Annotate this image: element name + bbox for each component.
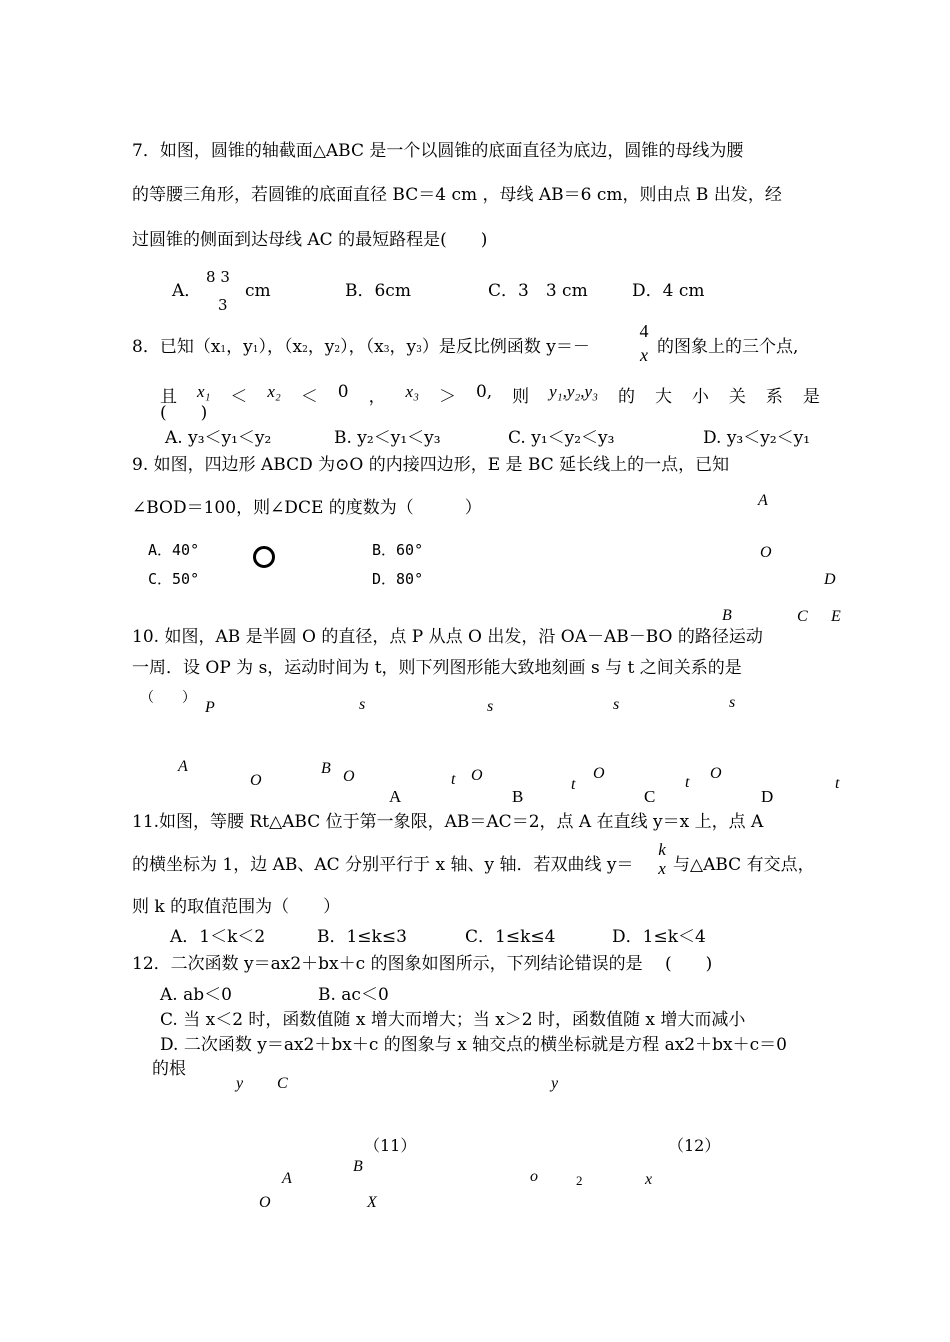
q11-line1: 11.如图，等腰 Rt△ABC 位于第一象限，AB＝AC＝2，点 A 在直线 y＝x 上，点 A: [132, 812, 764, 832]
q10-fig-label-p: P: [205, 699, 215, 716]
q8-option-b: B. y₂＜y₁＜y₃: [334, 428, 441, 448]
q10-line1: 10. 如图，AB 是半圆 O 的直径，点 P 从点 O 出发，沿 OA－AB－BO 的路径运动: [132, 627, 763, 647]
q12-option-b: B. ac＜0: [318, 985, 389, 1005]
q7-option-a-label: A．: [172, 281, 202, 301]
q10-graph-a-s: s: [359, 696, 366, 713]
q7-option-a-num: 8: [206, 268, 216, 286]
q8-w2: ＜: [230, 387, 248, 407]
q8-w15: 关: [728, 387, 746, 407]
q7-option-a-rad: 3: [220, 268, 230, 286]
q8-w3: x₂: [267, 382, 281, 401]
q8-sub-3b: 3: [416, 345, 422, 355]
q8-text-a: 8．已知（x: [132, 337, 221, 357]
q8-w11: y₁,y₂,y₃: [549, 382, 598, 401]
q10-choice-d: D: [761, 787, 774, 806]
q11-line3: 则 k 的取值范围为（ ）: [132, 897, 341, 917]
q8-w4: ＜: [300, 387, 318, 407]
q12-option-d: D. 二次函数 y＝ax2＋bx＋c 的图象与 x 轴交点的横坐标就是方程 ax2＋bx＋c＝0: [160, 1035, 787, 1055]
fig11-label-x: X: [367, 1194, 377, 1211]
q8-text-f: ，y: [389, 337, 417, 357]
q7-option-a-denominator: 3: [218, 296, 228, 314]
q10-graph-b-t: t: [571, 776, 576, 793]
q9-fig-label-e: E: [831, 608, 841, 625]
q10-graph-b-o: O: [471, 767, 483, 784]
q8-w16: 系: [765, 387, 783, 407]
q10-choice-b: B: [512, 787, 524, 806]
fig11-label-y: y: [236, 1075, 244, 1092]
q8-text-g: ）是反比例函数 y＝－: [421, 337, 590, 357]
q8-w12: 的: [617, 387, 635, 407]
q12-option-d-cont: 的根: [152, 1059, 186, 1079]
q7-option-d: D．4 cm: [632, 281, 705, 301]
q10-choice-c: C: [644, 787, 656, 806]
q10-graph-c-s: s: [613, 696, 620, 713]
q8-sub-2a: 2: [302, 345, 308, 355]
q8-option-c: C. y₁＜y₂＜y₃: [508, 428, 615, 448]
q8-w14: 小: [691, 387, 709, 407]
q10-graph-a-o: O: [343, 768, 355, 785]
q11-frac-num: k: [658, 840, 666, 859]
q7-option-a-numerator: [206, 270, 230, 285]
q10-graph-c-t: t: [685, 774, 690, 791]
q12-option-c: C. 当 x＜2 时，函数值随 x 增大而增大；当 x＞2 时，函数值随 x 增大而减小: [160, 1010, 746, 1030]
q11-option-a: A．1＜k＜2: [170, 927, 266, 947]
fig11-label-o: O: [259, 1194, 271, 1211]
q10-graph-d-s: s: [729, 694, 736, 711]
q11-frac-den: x: [658, 859, 666, 878]
q7-line1: 7．如图，圆锥的轴截面△ABC 是一个以圆锥的底面直径为底边，圆锥的母线为腰: [132, 141, 744, 161]
q8-text-b: ，y: [226, 337, 253, 357]
q10-graph-b-s: s: [487, 698, 494, 715]
q8-line3: ( ): [160, 403, 208, 423]
q10-graph-d-t: t: [835, 775, 840, 792]
fig11-label-b: B: [353, 1158, 363, 1175]
q8-sub-2b: 2: [334, 345, 341, 355]
fig11-caption: （11）: [364, 1136, 417, 1155]
q8-w17: 是: [802, 387, 820, 407]
q11-option-d: D．1≤k＜4: [612, 927, 706, 947]
q10-graph-c-o: O: [593, 765, 605, 782]
q8-frac-num: 4: [639, 321, 649, 341]
q9-fig-label-o: O: [760, 544, 772, 561]
q11-option-c: C．1≤k≤4: [465, 927, 556, 947]
q8-option-a: A. y₃＜y₁＜y₂: [165, 428, 272, 448]
q9-fig-label-d: D: [824, 571, 836, 588]
circle-icon: [253, 546, 275, 568]
q10-line2: 一周．设 OP 为 s，运动时间为 t，则下列图形能大致地刻画 s 与 t 之间关系的是: [132, 658, 742, 678]
q11-line2-a: 的横坐标为 1，边 AB、AC 分别平行于 x 轴、y 轴．若双曲线 y＝: [132, 855, 634, 875]
q10-line3: （ ）: [140, 690, 196, 706]
q8-w8: ＞: [438, 387, 456, 407]
q8-option-d: D. y₃＜y₂＜y₁: [703, 428, 811, 448]
q11-fraction: [655, 841, 669, 877]
q8-w1: x₁: [196, 382, 211, 401]
q9-option-d: D．80°: [372, 570, 424, 588]
q9-fig-label-a: A: [758, 492, 768, 509]
fig12-label-x: x: [645, 1171, 653, 1188]
q12-line1: 12．二次函数 y＝ax2＋bx＋c 的图象如图所示，下列结论错误的是 ( ): [132, 954, 713, 974]
q7-option-a-unit: cm: [245, 281, 271, 301]
q8-w6: ，: [368, 387, 386, 407]
q11-line2-b: 与△ABC 有交点，: [673, 855, 815, 875]
q10-fig-label-o: O: [250, 772, 262, 789]
q9-option-c: C．50°: [148, 570, 200, 588]
q10-fig-label-b: B: [321, 760, 331, 777]
q8-w7: x₃: [405, 382, 420, 401]
q9-option-a: A．40°: [148, 541, 200, 559]
q8-w10: 则: [512, 387, 530, 407]
q9-line2: ∠BOD＝100，则∠DCE 的度数为（ ）: [132, 498, 482, 518]
q8-w13: 大: [654, 387, 672, 407]
q9-fig-label-b: B: [722, 607, 732, 624]
fig11-label-c: C: [277, 1075, 288, 1092]
fig12-caption: （12）: [668, 1136, 721, 1155]
q8-w0: 且: [160, 387, 177, 407]
q7-line2: 的等腰三角形，若圆锥的底面直径 BC＝4 cm ，母线 AB＝6 cm，则由点 B 出发，经: [132, 185, 782, 205]
q7-option-b: B．6cm: [345, 281, 411, 301]
q9-fig-label-c: C: [797, 608, 808, 625]
q10-graph-d-o: O: [710, 765, 722, 782]
q8-sub-3a: 3: [383, 345, 390, 355]
q8-line2: [160, 382, 820, 407]
q12-option-a: A. ab＜0: [160, 985, 232, 1005]
q8-text-c: ），（x: [258, 337, 303, 357]
q10-fig-label-a: A: [178, 758, 188, 775]
q8-frac-den: x: [640, 345, 648, 365]
q8-text-d: ，y: [307, 337, 335, 357]
fig11-label-a: A: [282, 1170, 292, 1187]
q8-text-e: ），（x: [340, 337, 384, 357]
fig12-label-y: y: [551, 1075, 559, 1092]
q8-sub-1a: 1: [220, 345, 227, 355]
q8-fraction: [634, 322, 654, 364]
q10-graph-a-t: t: [451, 771, 456, 788]
q8-sub-1b: 1: [252, 345, 259, 355]
q8-line1: [132, 339, 590, 356]
fig12-label-o: o: [530, 1168, 538, 1185]
q10-choice-a: A: [389, 787, 402, 806]
q8-w9: 0,: [475, 382, 493, 402]
fig12-label-2: 2: [576, 1173, 583, 1188]
q8-line1-end: 的图象上的三个点,: [657, 337, 799, 357]
q11-option-b: B．1≤k≤3: [317, 927, 407, 947]
q9-option-b: B．60°: [372, 541, 424, 559]
q7-line3: 过圆锥的侧面到达母线 AC 的最短路程是( ): [132, 230, 488, 250]
q9-line1: 9. 如图，四边形 ABCD 为⊙O 的内接四边形，E 是 BC 延长线上的一点，已知: [132, 455, 730, 475]
q8-w5: 0: [337, 382, 349, 402]
q7-option-c: C．3 3 cm: [488, 281, 588, 301]
